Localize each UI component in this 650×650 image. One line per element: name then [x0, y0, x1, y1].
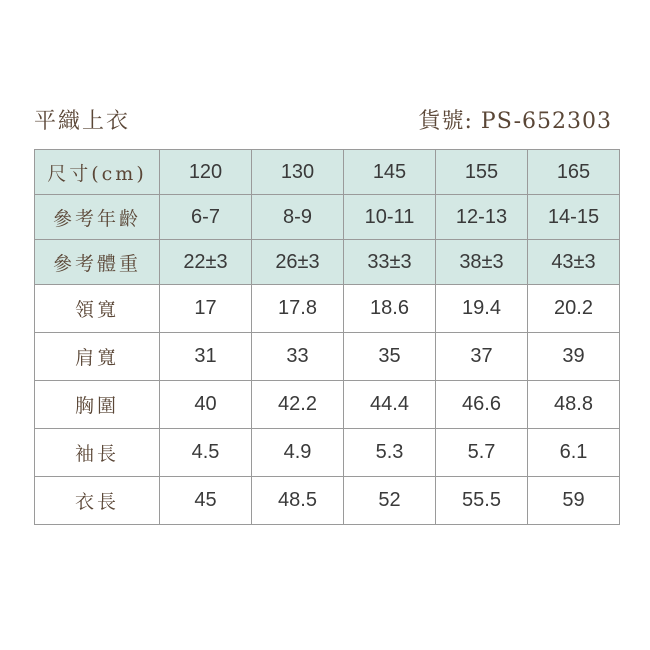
table-cell: 4.9 — [252, 429, 344, 477]
table-cell: 43±3 — [528, 240, 620, 285]
table-cell: 48.8 — [528, 381, 620, 429]
table-cell: 5.3 — [344, 429, 436, 477]
size-chart-table — [34, 149, 620, 525]
sku-code: 貨號: PS-652303 — [418, 109, 612, 134]
table-cell: 155 — [436, 150, 528, 195]
table-cell: 55.5 — [436, 477, 528, 525]
table-cell: 52 — [344, 477, 436, 525]
table-row — [35, 240, 620, 285]
table-cell: 39 — [528, 333, 620, 381]
table-cell: 20.2 — [528, 285, 620, 333]
table-cell: 12-13 — [436, 195, 528, 240]
table-cell: 8-9 — [252, 195, 344, 240]
table-cell: 33 — [252, 333, 344, 381]
table-row — [35, 285, 620, 333]
table-cell: 40 — [160, 381, 252, 429]
table-row — [35, 195, 620, 240]
table-cell: 130 — [252, 150, 344, 195]
table-cell: 18.6 — [344, 285, 436, 333]
table-cell: 31 — [160, 333, 252, 381]
row-label: 尺寸(cm) — [35, 150, 160, 195]
table-cell: 5.7 — [436, 429, 528, 477]
table-cell: 14-15 — [528, 195, 620, 240]
row-label: 參考體重 — [35, 240, 160, 285]
row-label: 袖長 — [35, 429, 160, 477]
table-cell: 26±3 — [252, 240, 344, 285]
table-cell: 6-7 — [160, 195, 252, 240]
table-cell: 46.6 — [436, 381, 528, 429]
table-cell: 120 — [160, 150, 252, 195]
table-row — [35, 381, 620, 429]
table-cell: 4.5 — [160, 429, 252, 477]
table-cell: 145 — [344, 150, 436, 195]
table-cell: 17 — [160, 285, 252, 333]
table-cell: 45 — [160, 477, 252, 525]
table-cell: 44.4 — [344, 381, 436, 429]
table-cell: 42.2 — [252, 381, 344, 429]
table-cell: 33±3 — [344, 240, 436, 285]
table-cell: 38±3 — [436, 240, 528, 285]
row-label: 胸圍 — [35, 381, 160, 429]
table-cell: 48.5 — [252, 477, 344, 525]
row-label: 參考年齡 — [35, 195, 160, 240]
table-cell: 59 — [528, 477, 620, 525]
table-cell: 6.1 — [528, 429, 620, 477]
table-row — [35, 150, 620, 195]
table-cell: 19.4 — [436, 285, 528, 333]
table-cell: 10-11 — [344, 195, 436, 240]
row-label: 肩寬 — [35, 333, 160, 381]
row-label: 領寬 — [35, 285, 160, 333]
table-cell: 22±3 — [160, 240, 252, 285]
table-cell: 17.8 — [252, 285, 344, 333]
table-cell: 35 — [344, 333, 436, 381]
table-row — [35, 429, 620, 477]
table-cell: 37 — [436, 333, 528, 381]
row-label: 衣長 — [35, 477, 160, 525]
table-cell: 165 — [528, 150, 620, 195]
product-title: 平織上衣 — [34, 109, 131, 134]
table-row — [35, 477, 620, 525]
table-row — [35, 333, 620, 381]
